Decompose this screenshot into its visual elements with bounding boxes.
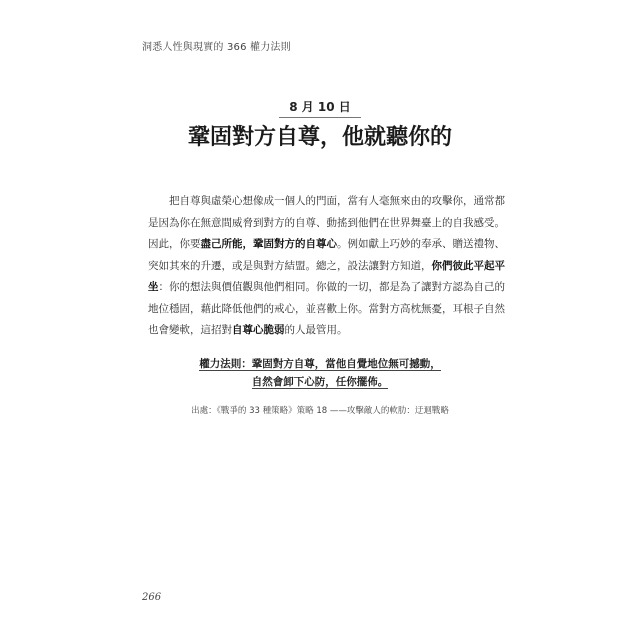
power-law <box>0 355 640 391</box>
body-text-run: 也會變軟，這招對 <box>148 324 232 336</box>
body-text-run: 地位穩固，藉此降低他們的戒心，並喜歡上你。當對方高枕無憂，耳根子自然 <box>148 302 505 315</box>
page-number: 266 <box>142 592 162 603</box>
body-line <box>148 234 505 256</box>
body-text-run: 的人最管用。 <box>284 324 348 336</box>
date-block <box>0 96 640 118</box>
body-line <box>148 191 505 213</box>
body-text-run: ：你的想法與價值觀與他們相同。你做的一切，都是為了讓對方認為自己的 <box>158 281 505 293</box>
body-line <box>148 277 505 299</box>
body-text-run: 是因為你在無意間威脅到對方的自尊、動搖到他們在世界舞臺上的自我感受。 <box>148 216 505 229</box>
entry-title: 鞏固對方自尊，他就聽你的 <box>187 124 452 150</box>
power-law-line-2: 自然會卸下心防，任你擺佈。 <box>251 376 389 388</box>
body-line <box>148 299 505 321</box>
body-text-run: 把自尊與虛榮心想像成一個人的門面，當有人毫無來由的攻擊你，通常都 <box>148 195 505 207</box>
emphasis-text: 坐 <box>148 281 159 293</box>
emphasis-text: 盡己所能，鞏固對方的自尊心 <box>200 238 337 250</box>
emphasis-text: 自尊心脆弱 <box>232 324 285 336</box>
body-text <box>148 191 505 342</box>
body-text-run: 因此，你要 <box>148 238 201 250</box>
body-line <box>148 213 505 235</box>
source-citation: 出處：《戰爭的 33 種策略》策略 18 ——攻擊敵人的軟肋：迂迴戰略 <box>191 406 449 416</box>
body-line <box>148 256 505 278</box>
body-text-run: 。例如獻上巧妙的奉承、贈送禮物、 <box>337 238 505 250</box>
body-text-run: 突如其來的升遷，或是與對方結盟。總之，設法讓對方知道， <box>148 259 432 272</box>
running-head: 洞悉人性與現實的 366 權力法則 <box>142 42 291 53</box>
entry-date: 8 月 10 日 <box>279 98 361 118</box>
body-line <box>148 320 494 342</box>
power-law-line-1: 權力法則：鞏固對方自尊，當他自覺地位無可撼動， <box>199 358 441 370</box>
emphasis-text: 你們彼此平起平 <box>431 259 505 272</box>
